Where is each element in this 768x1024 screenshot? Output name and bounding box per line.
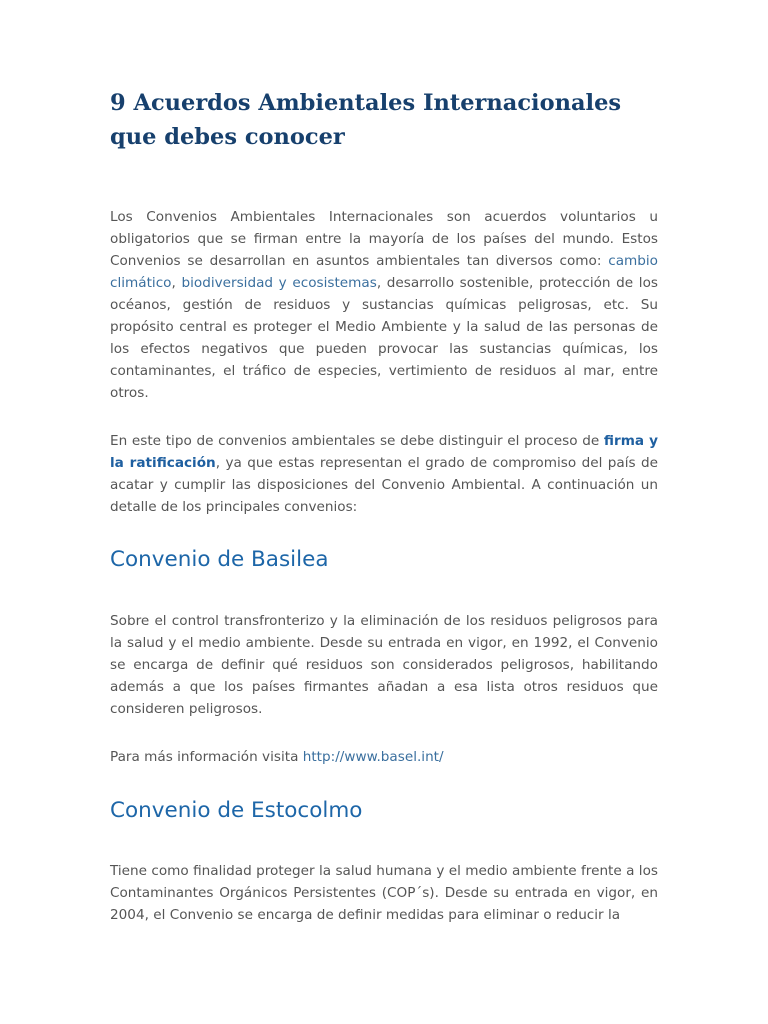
basilea-info-prefix: Para más información visita	[110, 749, 303, 765]
basilea-paragraph: Sobre el control transfronterizo y la eliminación de los residuos peligrosos para la salud y el medio ambiente. Desde su entrada en vigor, en 1992, el Convenio se encarga de definir qué residuos son considerados peligrosos, habilitando además a que los países firmantes añadan a esa lista otros residuos que consideren peligrosos.	[110, 613, 658, 717]
article-title	[110, 86, 670, 154]
intro-text-1: Los Convenios Ambientales Internacionales son acuerdos voluntarios u obligatorios que se firman entre la mayoría de los países del mundo. Estos Convenios se desarrollan en asuntos ambientales tan diversos como:	[110, 209, 658, 269]
firma-paragraph	[110, 430, 658, 518]
intro-separator: ,	[171, 275, 182, 291]
heading-convenio-estocolmo: Convenio de Estocolmo	[110, 798, 363, 823]
link-firma-ratificacion[interactable]: firma y la ratificación	[110, 433, 658, 471]
link-biodiversidad[interactable]: biodiversidad y ecosistemas	[181, 275, 377, 291]
firma-text-1: En este tipo de convenios ambientales se debe distinguir el proceso de	[110, 433, 604, 449]
intro-paragraph	[110, 206, 658, 404]
heading-convenio-basilea: Convenio de Basilea	[110, 547, 329, 572]
title-line-2: que debes conocer	[110, 124, 345, 150]
firma-text-2: , ya que estas representan el grado de compromiso del país de acatar y cumplir las disposiciones del Convenio Ambiental. A continuación un detalle de los principales convenios:	[110, 455, 658, 515]
intro-text-2: , desarrollo sostenible, protección de los océanos, gestión de residuos y sustancias químicas peligrosas, etc. Su propósito central es proteger el Medio Ambiente y la salud de las personas de los efectos negativos que pueden provocar las sustancias químicas, los contaminantes, el tráfico de especies, vertimiento de residuos al mar, entre otros.	[110, 275, 658, 401]
link-basel[interactable]: http://www.basel.int/	[302, 749, 444, 765]
title-line-1: 9 Acuerdos Ambientales Internacionales	[110, 90, 622, 116]
basilea-info	[110, 746, 658, 768]
estocolmo-paragraph: Tiene como finalidad proteger la salud humana y el medio ambiente frente a los Contaminantes Orgánicos Persistentes (COP´s). Desde su entrada en vigor, en 2004, el Convenio se encarga de definir medidas para eliminar o reducir la	[110, 863, 658, 923]
link-cambio-climatico[interactable]: cambio climático	[110, 253, 658, 291]
